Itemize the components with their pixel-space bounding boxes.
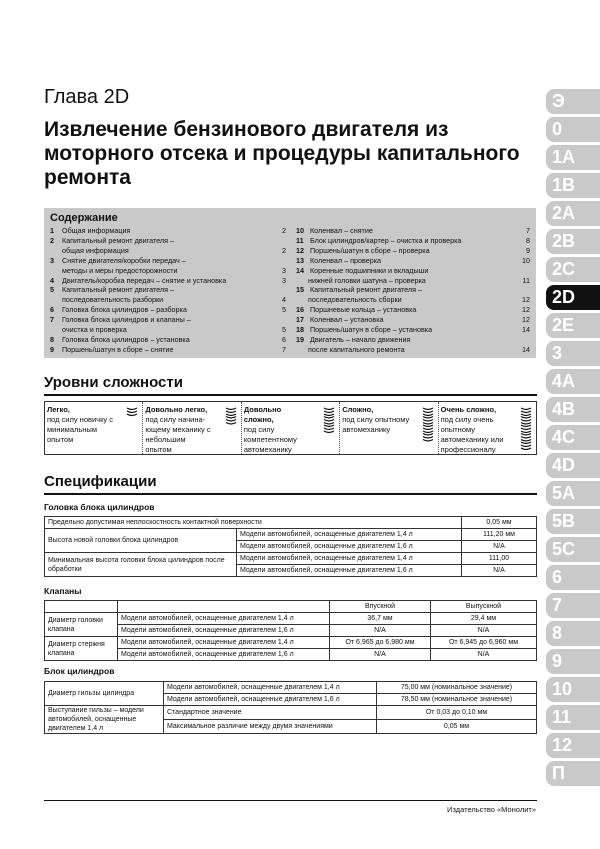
page-title: Извлечение бензинового двигателя из моторного отсека и процедуры капитального ремонта: [44, 118, 520, 189]
difficulty-heading: Уровни сложности: [44, 374, 183, 391]
contents-item[interactable]: [50, 256, 286, 266]
chapter-tab-2b[interactable]: 2B: [546, 229, 600, 254]
contents-item-title: Капитальный ремонт двигателя –: [310, 285, 422, 295]
table-row: [45, 613, 537, 625]
table-cell: Высота новой головки блока цилиндров: [45, 529, 237, 553]
contents-item-number: 17: [296, 315, 304, 325]
contents-item-page: 7: [526, 226, 530, 235]
table-cell: Модели автомобилей, оснащенные двигателем 1,4 л: [118, 613, 330, 625]
chapter-tab-2e[interactable]: 2E: [546, 313, 600, 338]
table-cell: 75,00 мм (номинальное значение): [377, 682, 537, 694]
contents-item-number: 15: [296, 285, 304, 295]
chapter-tab-7[interactable]: 7: [546, 593, 600, 618]
chapter-tab-4a[interactable]: 4A: [546, 369, 600, 394]
difficulty-title: Довольно легко,: [145, 405, 208, 414]
table-row: [45, 601, 537, 613]
contents-item[interactable]: [50, 276, 286, 286]
table-cell: 78,50 мм (номинальное значение): [377, 694, 537, 706]
chapter-tab-4d[interactable]: 4D: [546, 453, 600, 478]
contents-item-page: 3: [282, 275, 286, 285]
chapter-tab-6[interactable]: 6: [546, 565, 600, 590]
table-cell: Предельно допустимая неплоскостность контактной поверхности: [45, 517, 462, 529]
divider: [44, 493, 537, 495]
chapter-tab-4b[interactable]: 4B: [546, 397, 600, 422]
contents-item-number: 7: [50, 315, 54, 325]
table-cell: 0,05 мм: [377, 720, 537, 734]
contents-item-title: Коренные подшипники и вкладыши: [310, 265, 429, 275]
contents-item-page: 2: [282, 245, 286, 255]
difficulty-text: [342, 405, 410, 435]
difficulty-level: [45, 402, 143, 454]
wrench-spring-icon: [126, 406, 138, 450]
table-row: [45, 637, 537, 649]
chapter-tab-11[interactable]: 11: [546, 705, 600, 730]
contents-item-number: 14: [296, 265, 304, 275]
footer-rule: [44, 800, 537, 801]
chapter-tab-1b[interactable]: 1B: [546, 173, 600, 198]
table-cell: Диаметр гильзы цилиндра: [45, 682, 164, 706]
contents-item[interactable]: [296, 335, 530, 345]
chapter-tab-4c[interactable]: 4C: [546, 425, 600, 450]
contents-heading: Содержание: [50, 212, 118, 224]
subheading-cylinder-head: Головка блока цилиндров: [44, 502, 155, 512]
difficulty-description: под силу опытному автомеханику: [342, 415, 410, 434]
contents-item-page: 4: [282, 295, 286, 305]
contents-item-number: 13: [296, 255, 304, 265]
difficulty-level: [439, 402, 536, 454]
contents-item-title: последовательность сборки: [308, 295, 402, 305]
table-cell: Максимальное различие между двумя значениями: [164, 720, 377, 734]
difficulty-description: под силу новичку с минимальным опытом: [47, 415, 114, 444]
contents-item-title: Коленвал – снятие: [310, 226, 373, 235]
contents-item[interactable]: [50, 305, 286, 315]
table-row: [45, 625, 537, 637]
wrench-spring-icon: [323, 406, 335, 450]
difficulty-text: [145, 405, 213, 455]
table-cell: 111,20 мм: [462, 529, 537, 541]
chapter-tab-5a[interactable]: 5A: [546, 481, 600, 506]
table-cell: От 6,945 до 6,960 мм: [431, 637, 537, 649]
contents-item-page: 7: [282, 344, 286, 354]
chapter-tab-п[interactable]: П: [546, 761, 600, 786]
contents-item-number: 3: [50, 255, 54, 265]
subheading-cylinder-block: Блок цилиндров: [44, 666, 115, 676]
contents-item-title: Общая информация: [62, 226, 131, 235]
difficulty-description: под силу очень опытному автомеханику или профессионалу: [440, 415, 504, 454]
contents-item[interactable]: [50, 285, 286, 295]
contents-item-title: Капитальный ремонт двигателя –: [62, 285, 174, 295]
table-cell: 111,00: [462, 553, 537, 565]
table-cell: Модели автомобилей, оснащенные двигателем 1,4 л: [237, 529, 462, 541]
contents-item-title: Поршень/шатун в сборе – снятие: [62, 344, 174, 354]
contents-item-title: Поршень/шатун в сборе – установка: [310, 325, 433, 335]
contents-item[interactable]: [50, 226, 286, 236]
contents-item-title: нижней головки шатуна – проверка: [308, 275, 426, 285]
contents-item-number: 16: [296, 305, 304, 315]
contents-item-page: 10: [522, 255, 530, 265]
contents-item[interactable]: [296, 305, 530, 315]
contents-item-page: 12: [522, 305, 530, 315]
table-cell: N/A: [431, 649, 537, 661]
table-cell: Стандартное значение: [164, 706, 377, 720]
contents-item-continuation: [296, 345, 530, 355]
contents-item-page: 8: [526, 235, 530, 245]
chapter-tab-2a[interactable]: 2A: [546, 201, 600, 226]
contents-item-title: Двигатель/коробка передач – снятие и установка: [62, 275, 227, 285]
contents-item-number: 12: [296, 245, 304, 255]
contents-item-title: Капитальный ремонт двигателя –: [62, 235, 174, 245]
contents-item-number: 10: [296, 226, 304, 235]
wrench-spring-icon: [422, 406, 434, 450]
difficulty-title: Легко,: [47, 405, 70, 414]
contents-item-continuation: [50, 266, 286, 276]
contents-item[interactable]: [50, 315, 286, 325]
difficulty-title: Очень сложно,: [440, 405, 497, 414]
chapter-tab-8[interactable]: 8: [546, 621, 600, 646]
table-cell: Минимальная высота головки блока цилиндров после обработки: [45, 553, 237, 577]
table-cell: [118, 601, 330, 613]
table-cell: N/A: [462, 565, 537, 577]
contents-item-title: Снятие двигателя/коробки передач –: [62, 255, 186, 265]
contents-item[interactable]: [296, 226, 530, 236]
contents-item[interactable]: [296, 285, 530, 295]
table-cell: N/A: [330, 649, 431, 661]
contents-item-page: 9: [526, 245, 530, 255]
contents-item-page: 12: [522, 315, 530, 325]
table-row: [45, 649, 537, 661]
difficulty-title: Сложно,: [342, 405, 374, 414]
chapter-tab-5b[interactable]: 5B: [546, 509, 600, 534]
contents-item[interactable]: [296, 325, 530, 335]
contents-item-continuation: [50, 246, 286, 256]
contents-item-page: 3: [282, 265, 286, 275]
contents-item-title: очистка и проверка: [62, 325, 127, 335]
difficulty-level: [340, 402, 438, 454]
wrench-spring-icon: [520, 406, 532, 450]
table-cell: Модели автомобилей, оснащенные двигателем 1,4 л: [237, 553, 462, 565]
table-row: [45, 706, 537, 720]
contents-item[interactable]: [50, 236, 286, 246]
contents-item[interactable]: [50, 345, 286, 355]
table-cell: Модели автомобилей, оснащенные двигателем 1,6 л: [118, 649, 330, 661]
contents-item-title: Головка блока цилиндров – установка: [62, 334, 190, 344]
contents-item-title: методы и меры предосторожности: [62, 265, 178, 275]
contents-item[interactable]: [296, 246, 530, 256]
contents-item[interactable]: [296, 256, 530, 266]
subheading-valves: Клапаны: [44, 586, 82, 596]
contents-item-continuation: [50, 295, 286, 305]
wrench-spring-icon: [225, 406, 237, 450]
table-cell: Модели автомобилей, оснащенные двигателем 1,6 л: [237, 541, 462, 553]
contents-item-title: Двигатель – начало движения: [310, 334, 411, 344]
contents-item-page: 12: [522, 295, 530, 305]
difficulty-level: [143, 402, 241, 454]
contents-right-column: [296, 226, 530, 355]
spec-table-cylinder-block: [44, 681, 537, 734]
table-cell: N/A: [462, 541, 537, 553]
specs-heading: Спецификации: [44, 473, 157, 490]
chapter-tab-2c[interactable]: 2C: [546, 257, 600, 282]
table-cell: 29,4 мм: [431, 613, 537, 625]
chapter-label: Глава 2D: [44, 86, 130, 108]
contents-item-number: 2: [50, 235, 54, 245]
contents-item-continuation: [296, 276, 530, 286]
contents-item-title: Поршневые кольца – установка: [310, 305, 417, 315]
contents-item[interactable]: [50, 335, 286, 345]
chapter-tab-12[interactable]: 12: [546, 733, 600, 758]
contents-item-number: 6: [50, 305, 54, 315]
table-cell: Диаметр стержня клапана: [45, 637, 118, 661]
contents-item[interactable]: [296, 315, 530, 325]
difficulty-title: Довольно сложно,: [243, 405, 282, 424]
contents-item-title: Головка блока цилиндров – разборка: [62, 305, 187, 315]
difficulty-description: под силу компетентному автомеханику: [243, 425, 297, 454]
difficulty-text: [441, 405, 509, 455]
contents-item-page: 14: [522, 344, 530, 354]
contents-item-number: 5: [50, 285, 54, 295]
contents-item-number: 11: [296, 235, 304, 245]
table-row: [45, 553, 537, 565]
table-cell: От 0,03 до 0,10 мм: [377, 706, 537, 720]
table-row: [45, 529, 537, 541]
difficulty-level: [242, 402, 340, 454]
table-cell: Модели автомобилей, оснащенные двигателем 1,6 л: [237, 565, 462, 577]
chapter-tab-0[interactable]: 0: [546, 117, 600, 142]
contents-box: [44, 208, 536, 358]
contents-item-title: после капитального ремонта: [308, 344, 405, 354]
contents-item-title: Коленвал – установка: [310, 315, 384, 325]
table-row: [45, 517, 537, 529]
contents-left-column: [50, 226, 286, 355]
contents-item-title: Головка блока цилиндров и клапаны –: [62, 315, 191, 325]
contents-item-number: 18: [296, 325, 304, 335]
spec-table-cylinder-head: [44, 516, 537, 577]
table-cell: Модели автомобилей, оснащенные двигателем 1,4 л: [164, 682, 377, 694]
contents-item[interactable]: [296, 266, 530, 276]
contents-item-title: Коленвал – проверка: [310, 255, 382, 265]
difficulty-text: [244, 405, 312, 455]
table-cell: N/A: [330, 625, 431, 637]
chapter-tab-10[interactable]: 10: [546, 677, 600, 702]
table-row: [45, 682, 537, 694]
table-cell: Выпускной: [431, 601, 537, 613]
table-cell: Выступание гильзы – модели автомобилей, оснащенные двигателем 1,4 л: [45, 706, 164, 734]
contents-item-number: 19: [296, 334, 304, 344]
contents-item[interactable]: [296, 236, 530, 246]
contents-item-page: 5: [282, 305, 286, 315]
difficulty-description: под силу начина- ющему механику с небольшим опытом: [145, 415, 211, 454]
contents-item-title: последовательность разборки: [62, 295, 164, 305]
difficulty-text: [47, 405, 115, 445]
spec-table-valves: [44, 600, 537, 661]
contents-item-title: Блок цилиндров/картер – очистка и проверка: [310, 235, 462, 245]
chapter-tab-3[interactable]: 3: [546, 341, 600, 366]
difficulty-scale: [44, 401, 537, 455]
contents-item-number: 1: [50, 226, 54, 235]
contents-item-page: 6: [282, 334, 286, 344]
chapter-tab-2d[interactable]: 2D: [546, 285, 600, 310]
table-cell: Диаметр головки клапана: [45, 613, 118, 637]
contents-item-page: 2: [282, 226, 286, 235]
chapter-tab-9[interactable]: 9: [546, 649, 600, 674]
contents-item-continuation: [296, 295, 530, 305]
divider: [44, 394, 537, 396]
table-cell: Модели автомобилей, оснащенные двигателем 1,6 л: [164, 694, 377, 706]
chapter-tabs: [546, 89, 600, 789]
chapter-tab-1a[interactable]: 1A: [546, 145, 600, 170]
contents-item-page: 14: [522, 325, 530, 335]
contents-item-number: 8: [50, 334, 54, 344]
table-cell: Модели автомобилей, оснащенные двигателем 1,6 л: [118, 625, 330, 637]
publisher-label: Издательство «Монолит»: [447, 805, 536, 814]
contents-item-continuation: [50, 325, 286, 335]
contents-item-number: 4: [50, 275, 54, 285]
contents-item-number: 9: [50, 344, 54, 354]
contents-item-page: 5: [282, 325, 286, 335]
contents-item-title: Поршень/шатун в сборе – проверка: [310, 245, 430, 255]
table-cell: [45, 601, 118, 613]
table-cell: Впускной: [330, 601, 431, 613]
chapter-tab-э[interactable]: Э: [546, 89, 600, 114]
contents-item-page: 11: [522, 275, 530, 285]
table-cell: От 6,965 до 6,980 мм: [330, 637, 431, 649]
table-cell: Модели автомобилей, оснащенные двигателем 1,4 л: [118, 637, 330, 649]
table-cell: 36,7 мм: [330, 613, 431, 625]
table-cell: 0,05 мм: [462, 517, 537, 529]
contents-item-title: общая информация: [62, 245, 129, 255]
table-cell: N/A: [431, 625, 537, 637]
chapter-tab-5c[interactable]: 5C: [546, 537, 600, 562]
